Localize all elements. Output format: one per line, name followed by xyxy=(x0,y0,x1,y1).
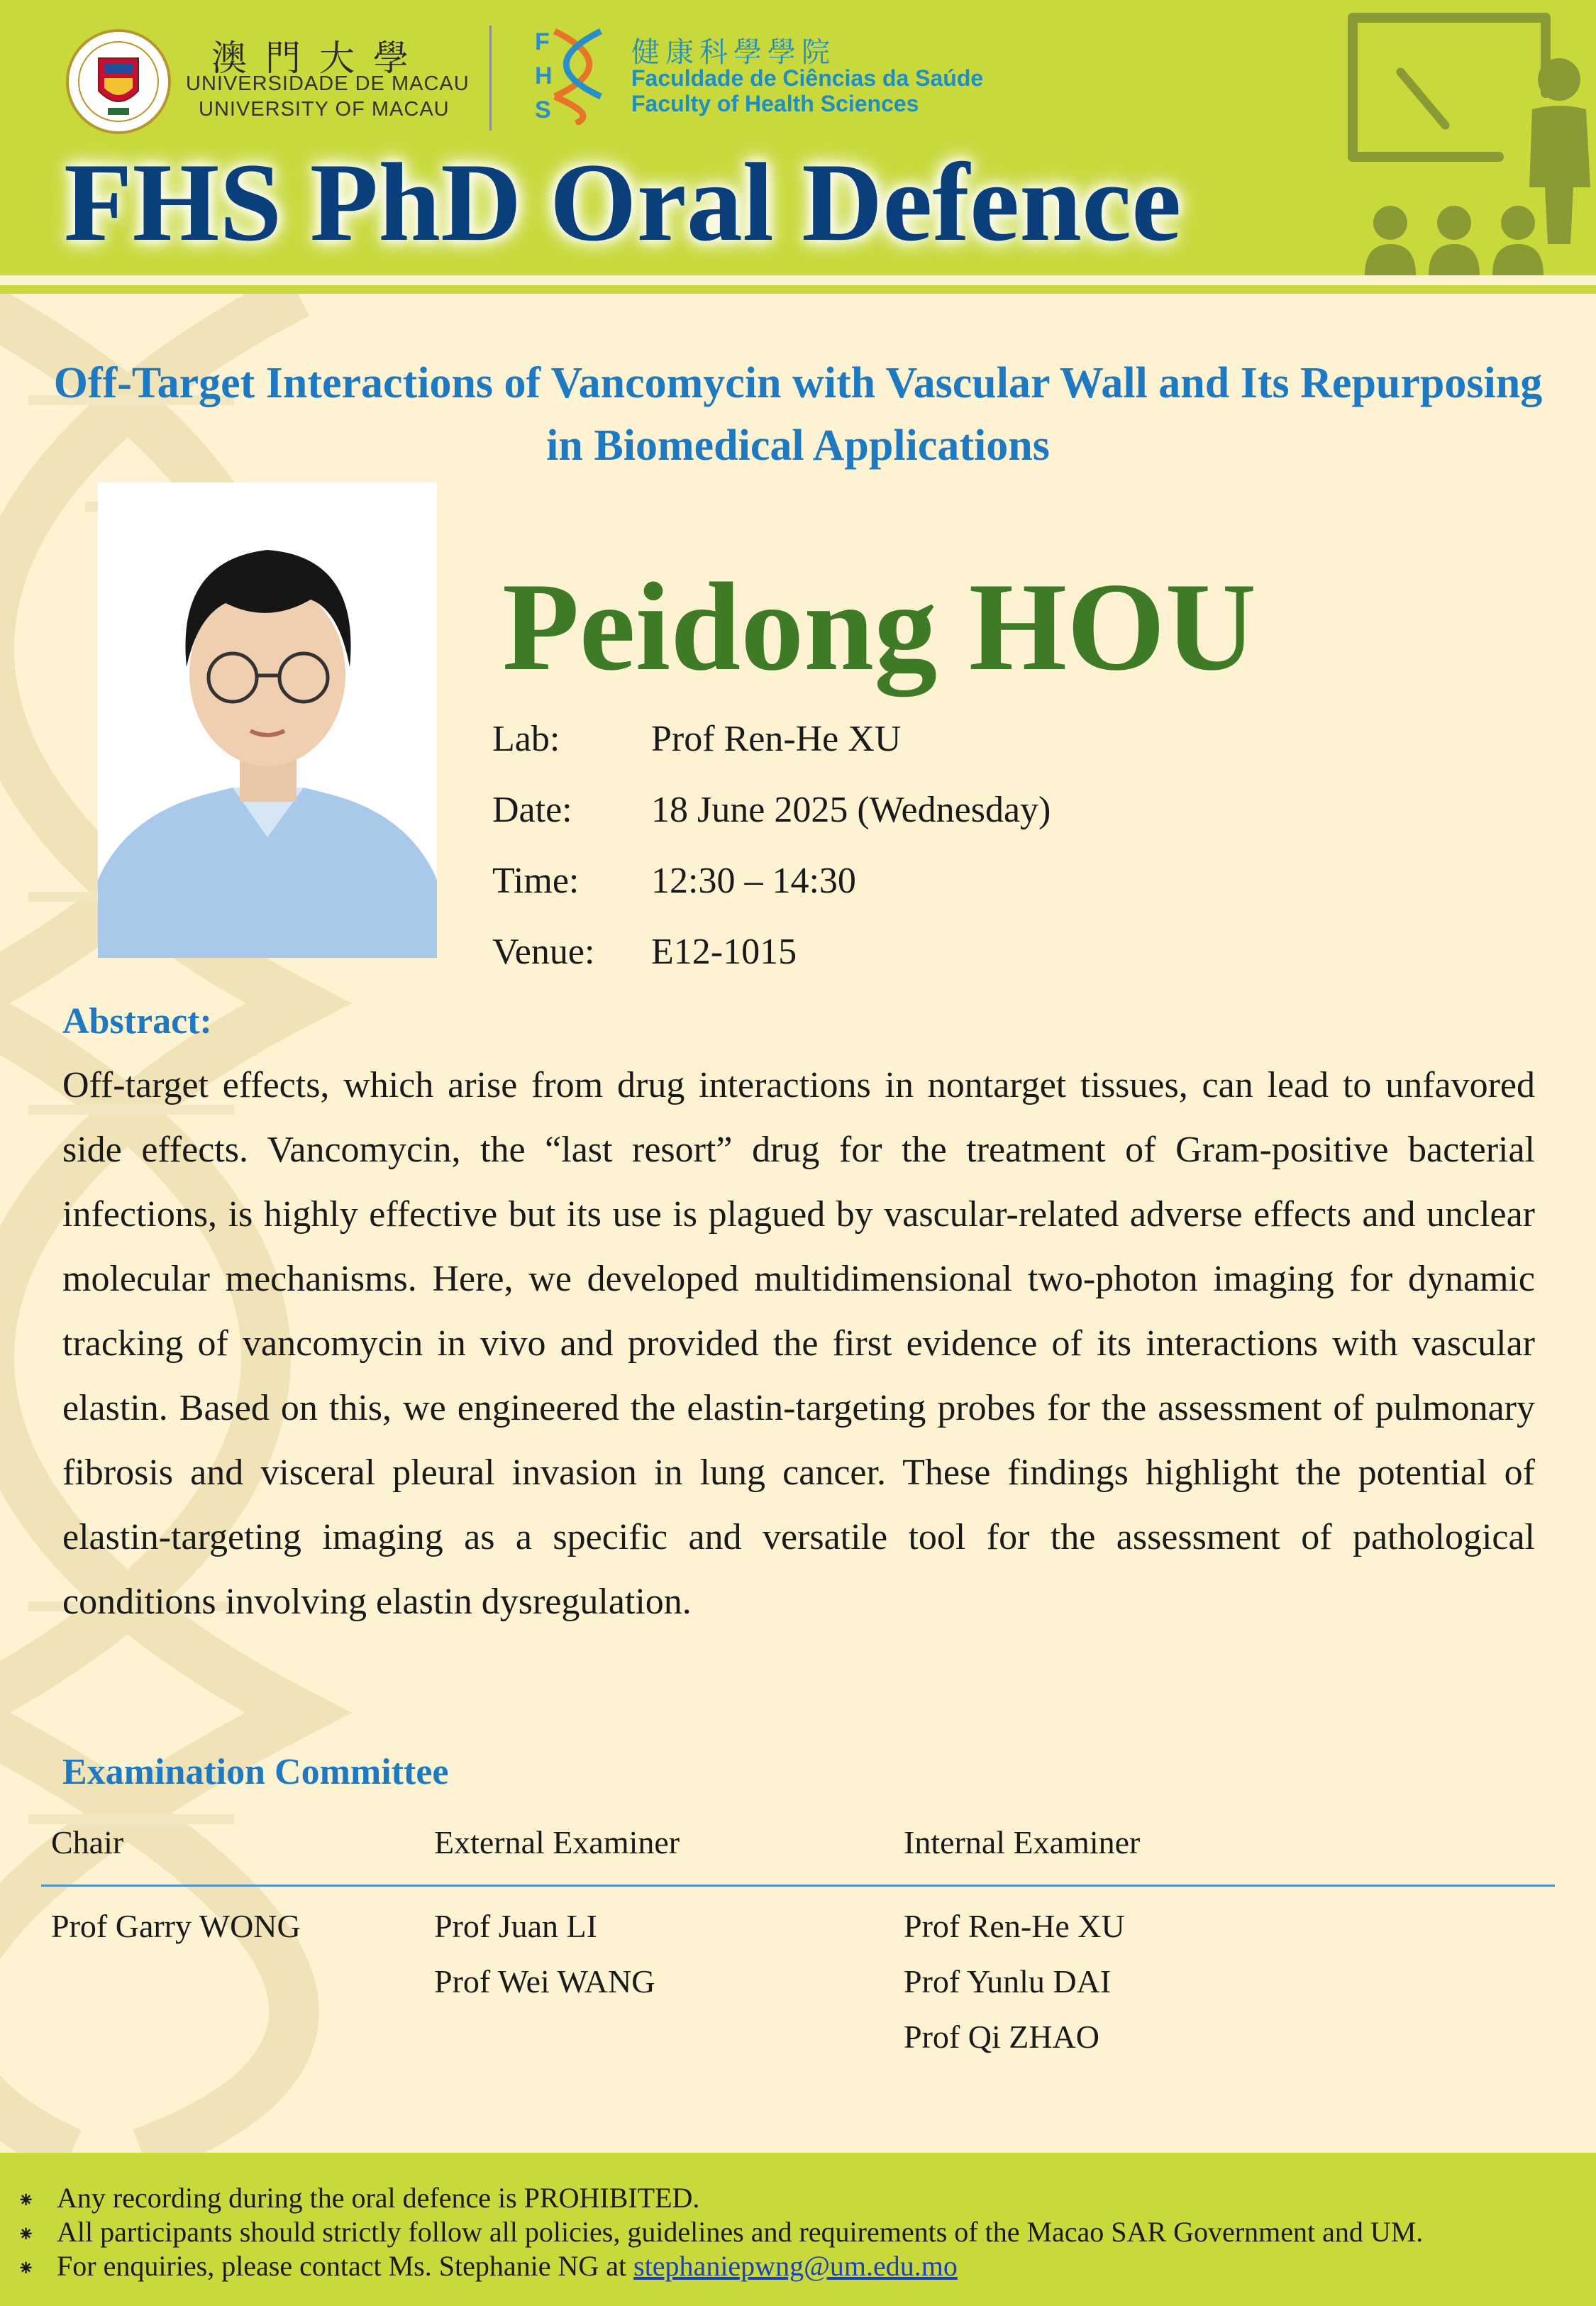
abstract-heading: Abstract: xyxy=(62,1001,212,1042)
um-name-english: UNIVERSITY OF MACAU xyxy=(199,98,450,121)
committee-member: Prof Juan LI xyxy=(434,1908,597,1944)
footer-note xyxy=(17,2181,699,2214)
um-name-chinese: 澳門大學 xyxy=(211,38,427,79)
committee-member: Prof Wei WANG xyxy=(434,1963,655,1999)
header-divider-strip xyxy=(0,285,1596,294)
svg-text:F: F xyxy=(535,28,550,55)
bullet-icon: ⁕ xyxy=(17,2188,35,2213)
info-label: Time: xyxy=(492,861,580,901)
footer-note-text: All participants should strictly follow all policies, guidelines and requirements of the Macao SAR Government and UM. xyxy=(57,2216,1424,2248)
um-name-portuguese: UNIVERSIDADE DE MACAU xyxy=(186,72,470,95)
footer-note-text: For enquiries, please contact Ms. Stephanie NG at xyxy=(57,2250,634,2282)
fhs-name-english: Faculty of Health Sciences xyxy=(631,91,919,116)
info-row-time xyxy=(492,860,856,902)
committee-column-external: External Examiner xyxy=(434,1824,680,1860)
event-title: FHS PhD Oral Defence xyxy=(64,140,1182,265)
candidate-name: Peidong HOU xyxy=(502,556,1257,697)
thesis-title: Off-Target Interactions of Vancomycin with Vascular Wall and Its Repurposing in Biomedical Applications xyxy=(53,359,1543,470)
committee-column-internal: Internal Examiner xyxy=(904,1824,1141,1860)
info-label: Venue: xyxy=(492,932,595,972)
committee-heading: Examination Committee xyxy=(62,1752,449,1792)
contact-email-link[interactable]: stephaniepwng@um.edu.mo xyxy=(633,2250,958,2282)
info-value: 18 June 2025 (Wednesday) xyxy=(651,790,1051,830)
info-value: E12-1015 xyxy=(651,932,797,972)
bullet-icon: ⁕ xyxy=(17,2222,35,2247)
committee-member: Prof Garry WONG xyxy=(51,1908,301,1944)
footer-note-text: Any recording during the oral defence is PROHIBITED. xyxy=(57,2182,700,2214)
abstract-text: Off-target effects, which arise from drug interactions in nontarget tissues, can lead to unfavored side effects. Vancomycin, the “last resort” drug for the treatment of Gram-positive bacterial infections, is highly effective but its use is plagued by vascular-related adverse effects and unclear molecular mechanisms. Here, we developed multidimensional two-photon imaging for dynamic tracking of vancomycin in vivo and provided the first evidence of its interactions with vascular elastin. Based on this, we engineered the elastin-targeting probes for the assessment of pulmonary fibrosis and visceral pleural invasion in lung cancer. These findings highlight the potential of elastin-targeting imaging as a specific and versatile tool for the assessment of pathological conditions involving elastin dysregulation. xyxy=(62,1065,1535,1622)
committee-member: Prof Yunlu DAI xyxy=(904,1963,1112,1999)
committee-member: Prof Ren-He XU xyxy=(904,1908,1125,1944)
logo-divider xyxy=(489,26,492,131)
committee-divider xyxy=(41,1885,1555,1887)
fhs-logo-icon xyxy=(533,26,611,125)
info-label: Lab: xyxy=(492,719,560,759)
info-row-venue xyxy=(492,931,797,973)
fhs-name-portuguese: Faculdade de Ciências da Saúde xyxy=(631,65,984,91)
info-row-date xyxy=(492,789,1051,831)
committee-column-chair: Chair xyxy=(51,1824,124,1860)
info-row-lab xyxy=(492,718,901,760)
bullet-icon: ⁕ xyxy=(17,2256,35,2281)
footer-note xyxy=(17,2249,958,2283)
committee-member: Prof Qi ZHAO xyxy=(904,2019,1099,2055)
svg-text:H: H xyxy=(535,62,553,89)
fhs-name-chinese: 健康科學學院 xyxy=(631,36,836,69)
candidate-photo xyxy=(98,482,437,958)
header-divider xyxy=(0,275,1596,285)
svg-text:S: S xyxy=(535,96,551,123)
info-value: Prof Ren-He XU xyxy=(651,719,902,759)
info-label: Date: xyxy=(492,790,572,830)
info-value: 12:30 – 14:30 xyxy=(651,861,856,901)
footer-note xyxy=(17,2215,1423,2249)
university-of-macau-crest-icon xyxy=(65,28,172,135)
presentation-audience-icon xyxy=(1305,3,1596,275)
